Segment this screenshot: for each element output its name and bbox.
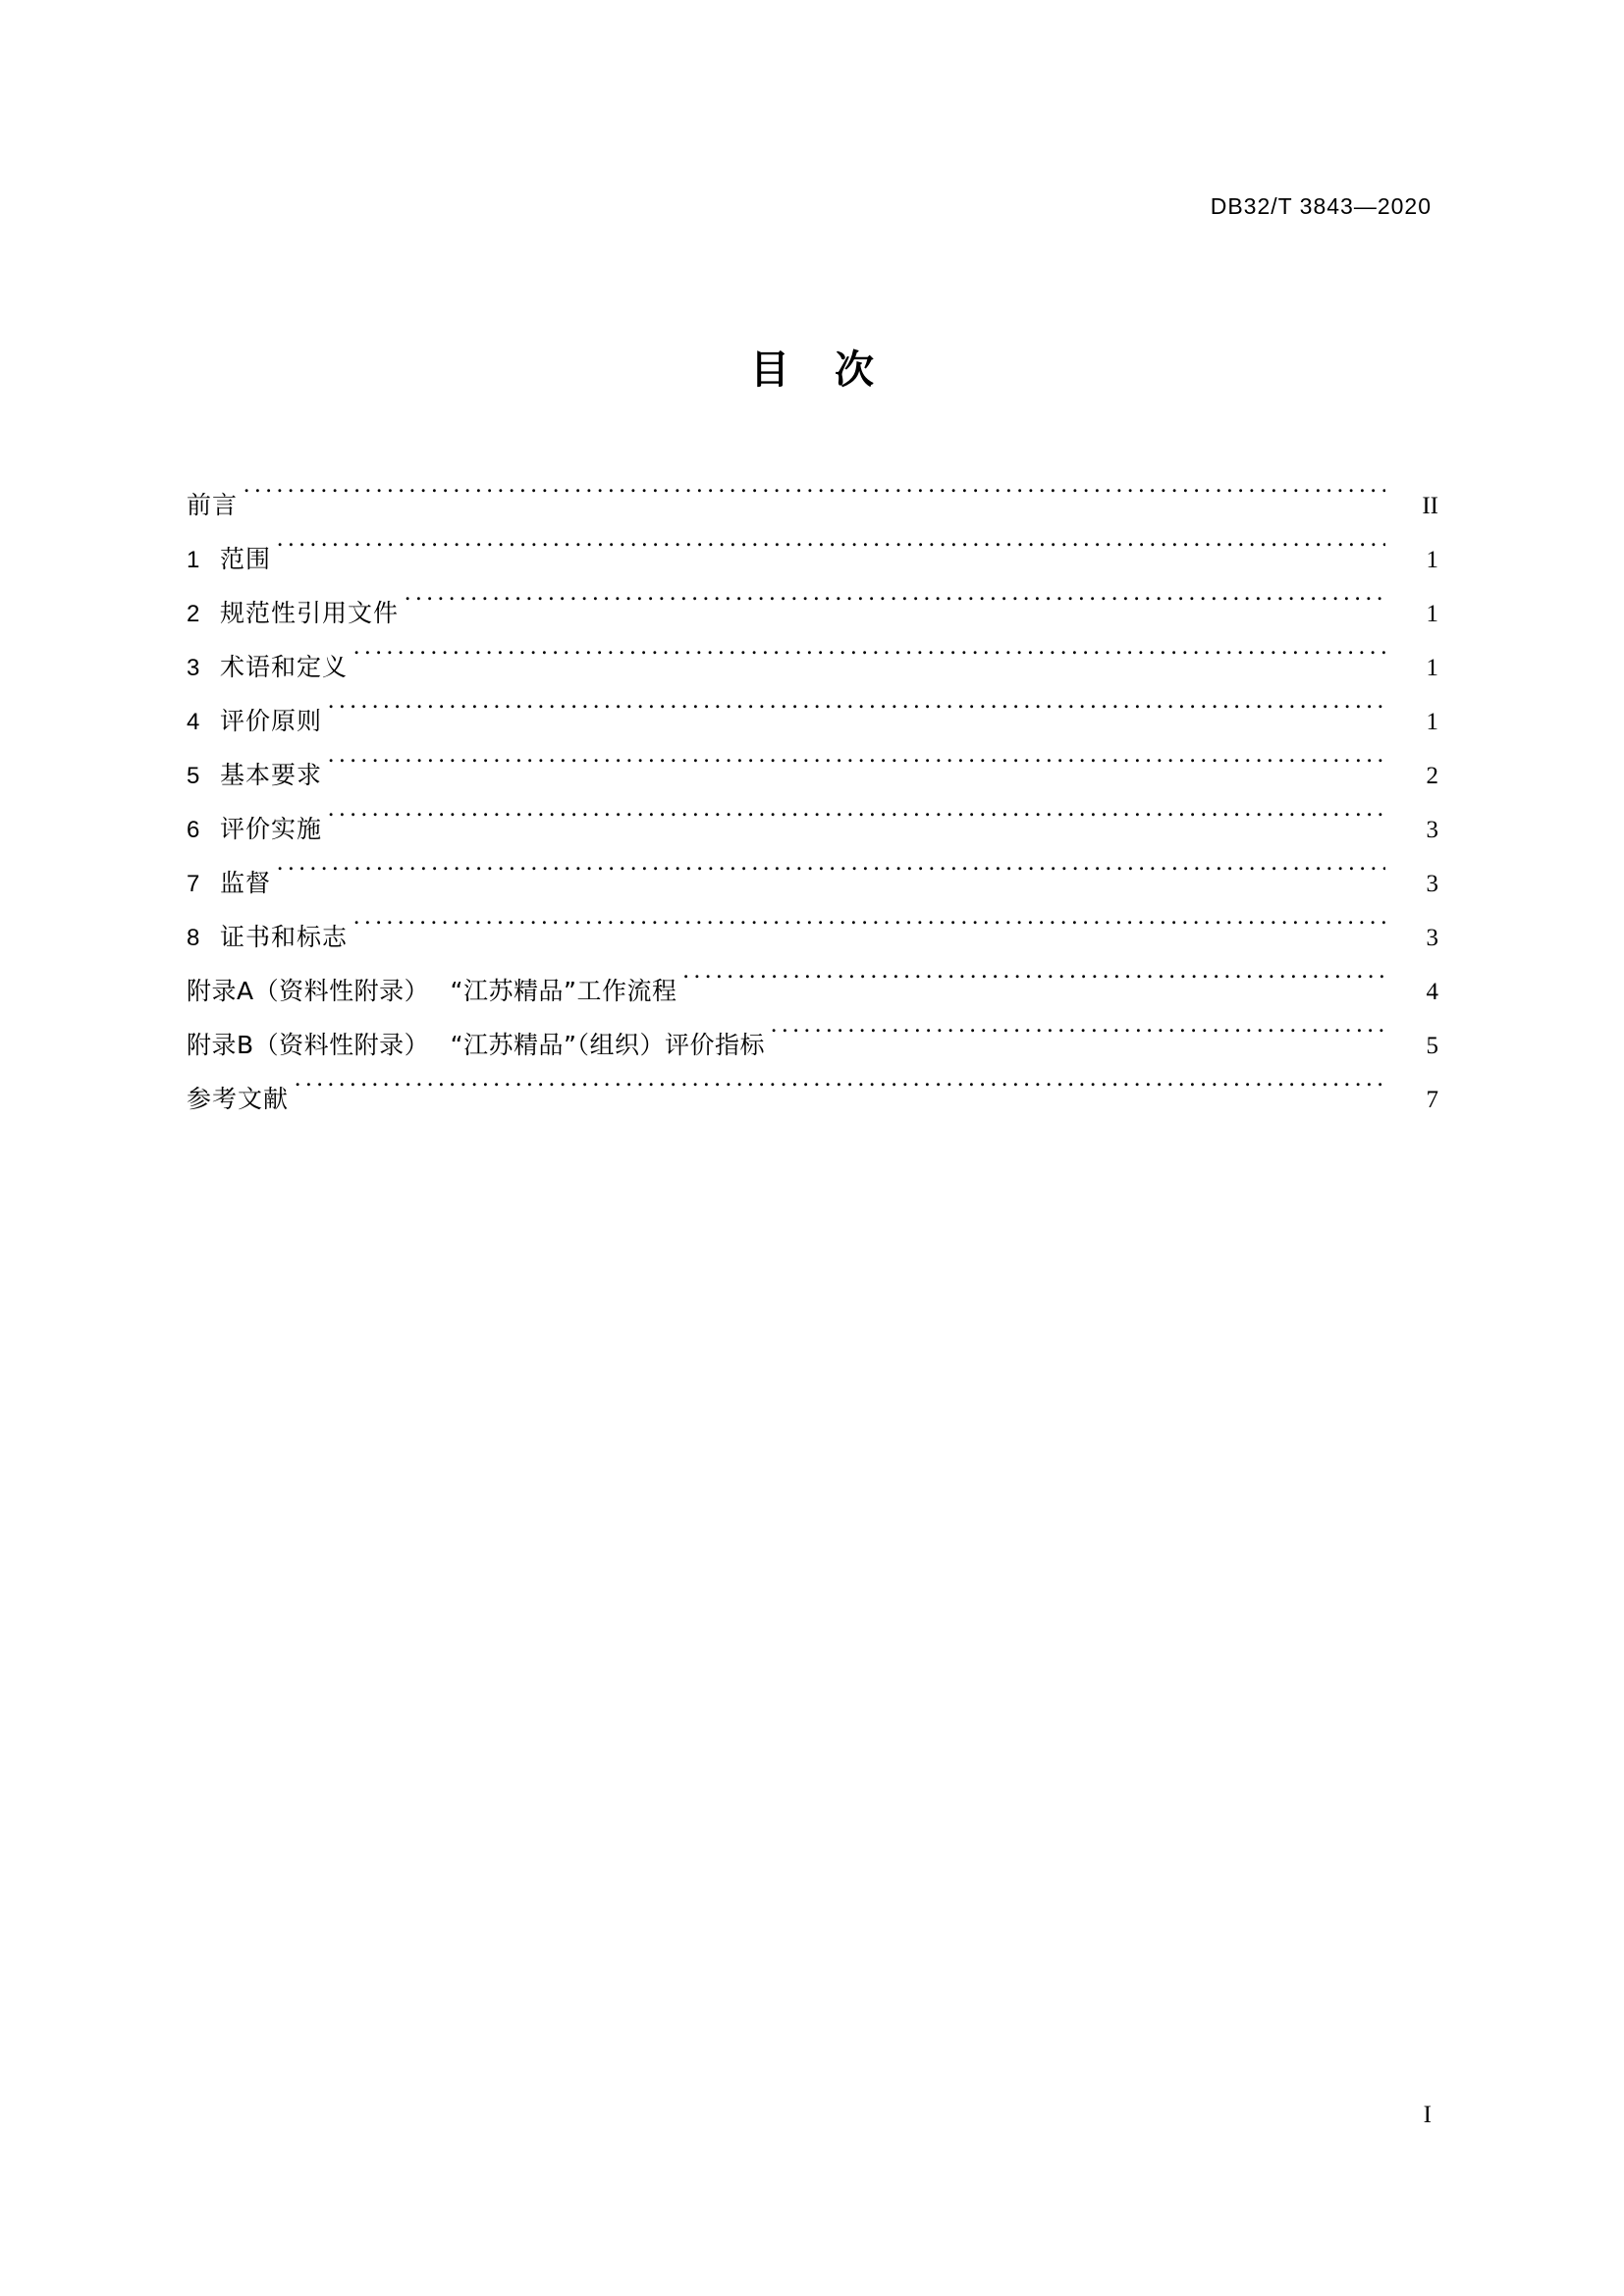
toc-leader-dots: [353, 921, 1385, 945]
toc-entry-label: 前言: [187, 491, 239, 519]
toc-entry-annex-b[interactable]: [187, 1018, 1438, 1072]
toc-entry-number: 6: [187, 817, 200, 843]
toc-entry-7[interactable]: [187, 856, 1438, 910]
toc-entry-4[interactable]: [187, 694, 1438, 748]
toc-leader-dots: [277, 867, 1385, 891]
toc-entry-label: 范围: [220, 545, 272, 573]
toc-entry-page: 1: [1426, 601, 1438, 627]
toc-leader-dots: [405, 597, 1385, 621]
toc-entry-label: 术语和定义: [220, 653, 349, 681]
toc-leader-dots: [353, 651, 1385, 675]
toc-entry-8[interactable]: [187, 910, 1438, 964]
toc-entry-label: 基本要求: [220, 761, 323, 789]
toc-entry-page: 3: [1426, 925, 1438, 951]
toc-entry-annex-a[interactable]: [187, 964, 1438, 1018]
toc-entry-number: 3: [187, 655, 200, 681]
toc-entry-page: 1: [1426, 655, 1438, 681]
toc-entry-number: 8: [187, 925, 200, 951]
toc-leader-dots: [295, 1083, 1385, 1107]
toc-entry-preface[interactable]: [187, 478, 1438, 532]
toc-entry-page: 7: [1426, 1087, 1438, 1113]
toc-entry-references[interactable]: [187, 1072, 1438, 1126]
page-title: 目 次: [750, 347, 890, 393]
toc-entry-number: 4: [187, 709, 200, 735]
toc-entry-1[interactable]: [187, 532, 1438, 586]
toc-leader-dots: [771, 1029, 1385, 1053]
toc-leader-dots: [682, 975, 1385, 999]
toc-entry-label: 证书和标志: [220, 923, 349, 951]
toc-leader-dots: [328, 813, 1385, 837]
footer-page-number: I: [1423, 2102, 1432, 2128]
toc-entry-page: 3: [1426, 817, 1438, 843]
toc-entry-page: 1: [1426, 709, 1438, 735]
toc-entry-page: 4: [1426, 979, 1438, 1005]
toc-entry-label: 规范性引用文件: [220, 599, 400, 627]
toc-entry-number: 2: [187, 601, 200, 627]
toc-leader-dots: [328, 759, 1385, 783]
toc-entry-label: 评价实施: [220, 815, 323, 843]
toc-entry-number: 7: [187, 871, 200, 897]
toc-entry-5[interactable]: [187, 748, 1438, 802]
toc-leader-dots: [277, 543, 1385, 567]
toc-entry-number: 1: [187, 547, 200, 573]
toc-leader-dots: [328, 705, 1385, 729]
toc-entry-page: 3: [1426, 871, 1438, 897]
toc-entry-page: 5: [1426, 1033, 1438, 1059]
toc-entry-number: 5: [187, 763, 200, 789]
toc-entry-page: 1: [1426, 547, 1438, 573]
toc-entry-label: 评价原则: [220, 707, 323, 735]
toc-entry-label: 附录B（资料性附录） “江苏精品”（组织）评价指标: [187, 1031, 766, 1059]
toc-leader-dots: [244, 489, 1385, 513]
toc-entry-label: 参考文献: [187, 1085, 290, 1113]
toc-entry-3[interactable]: [187, 640, 1438, 694]
toc-entry-6[interactable]: [187, 802, 1438, 856]
toc-entry-2[interactable]: [187, 586, 1438, 640]
toc-entry-page: II: [1422, 493, 1438, 519]
standard-number: DB32/T 3843—2020: [1210, 193, 1432, 219]
table-of-contents: [187, 478, 1438, 1126]
toc-entry-label: 监督: [220, 869, 272, 897]
toc-entry-label: 附录A（资料性附录） “江苏精品”工作流程: [187, 977, 677, 1005]
toc-entry-page: 2: [1426, 763, 1438, 789]
